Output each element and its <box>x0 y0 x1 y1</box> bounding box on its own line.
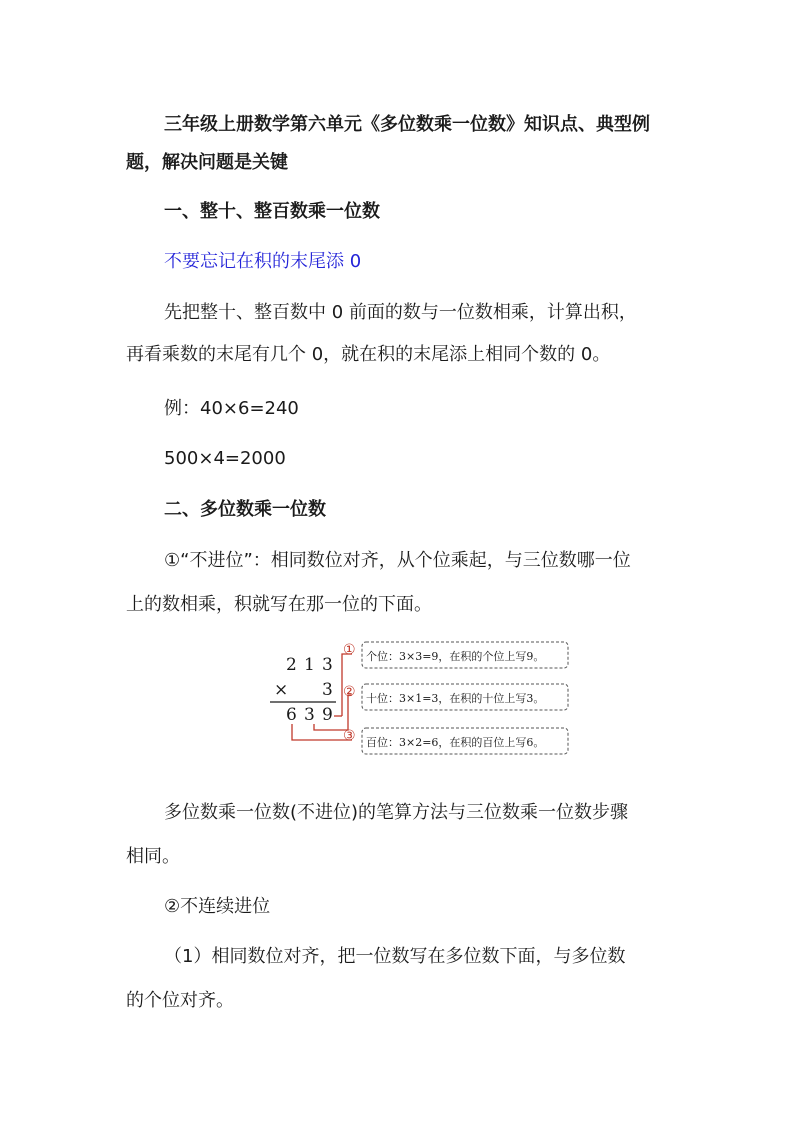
multiplicand-digit-hundreds: 2 <box>286 655 297 675</box>
section-1-paragraph-line-2: 再看乘数的末尾有几个 0，就在积的末尾添上相同个数的 0。 <box>126 344 611 365</box>
after-diagram-line-1: 多位数乘一位数(不进位)的笔算方法与三位数乘一位数步骤 <box>164 802 629 823</box>
product-digit-ones: 9 <box>322 705 333 725</box>
rule-1-line-2: 上的数相乘，积就写在那一位的下面。 <box>126 594 432 615</box>
rule-2-line-1: （1）相同数位对齐，把一位数写在多位数下面，与多位数 <box>164 946 626 967</box>
multiplicand-digit-ones: 3 <box>322 655 333 675</box>
product-digit-hundreds: 6 <box>286 705 297 725</box>
section-1-tip: 不要忘记在积的末尾添 0 <box>164 251 362 272</box>
section-1-paragraph-line-1: 先把整十、整百数中 0 前面的数与一位数相乘，计算出积， <box>164 302 637 323</box>
step-2-text: 十位：3×1=3，在积的十位上写3。 <box>366 692 545 705</box>
document-title-line-1: 三年级上册数学第六单元《多位数乘一位数》知识点、典型例 <box>164 114 650 135</box>
rule-2-heading: ②不连续进位 <box>164 896 271 917</box>
section-2-heading: 二、多位数乘一位数 <box>164 499 326 520</box>
step-3-text: 百位：3×2=6，在积的百位上写6。 <box>366 736 545 749</box>
multiplicand-digit-tens: 1 <box>304 655 315 675</box>
step-1-text: 个位：3×3=9，在积的个位上写9。 <box>366 650 545 663</box>
step-2-marker: ② <box>343 684 356 700</box>
section-1-example-2: 500×4=2000 <box>164 448 286 469</box>
multiplier-digit: 3 <box>322 680 333 700</box>
product-digit-tens: 3 <box>304 705 315 725</box>
section-1-heading: 一、整十、整百数乘一位数 <box>164 201 380 222</box>
tens-arrow <box>314 695 352 730</box>
section-1-example-1: 例：40×6=240 <box>164 398 299 419</box>
step-3-marker: ③ <box>343 728 356 744</box>
rule-1-line-1: ①“不进位”：相同数位对齐，从个位乘起，与三位数哪一位 <box>164 550 631 571</box>
document-title-line-2: 题，解决问题是关键 <box>126 152 288 173</box>
vertical-multiplication-diagram <box>266 640 572 760</box>
rule-2-line-2: 的个位对齐。 <box>126 990 234 1011</box>
step-1-marker: ① <box>343 642 356 658</box>
after-diagram-line-2: 相同。 <box>126 846 180 867</box>
multiplication-sign: × <box>274 680 289 700</box>
